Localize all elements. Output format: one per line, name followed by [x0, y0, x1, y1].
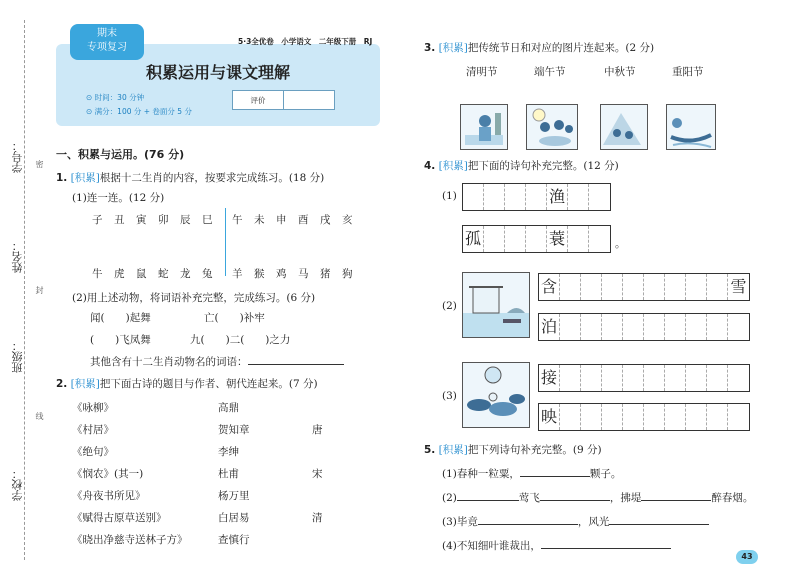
- poem-title: 《村居》: [72, 424, 114, 436]
- poem-author: 贺知章: [218, 424, 250, 436]
- q5-text-part: 莺飞: [518, 492, 540, 504]
- grid-char: 含: [539, 274, 560, 300]
- part-label: (3): [442, 390, 457, 402]
- poem-dynasty: 清: [312, 512, 323, 524]
- animal-char: 鼠: [136, 268, 147, 280]
- answer-blank[interactable]: [248, 354, 344, 365]
- poem-dynasty: 宋: [312, 468, 323, 480]
- writing-grid[interactable]: [462, 225, 611, 253]
- seal-char: 封: [35, 286, 44, 294]
- q4-stem: [424, 158, 619, 173]
- branch-char: 未: [254, 214, 265, 226]
- animal-char: 牛: [92, 268, 103, 280]
- name-label: 姓名：: [11, 240, 24, 273]
- school-label: 学校：: [11, 468, 24, 501]
- writing-grid[interactable]: [538, 364, 750, 392]
- time-info: ⊙ 时间：30 分钟: [86, 93, 145, 102]
- q5-num: 5.: [424, 444, 436, 456]
- period-mark: 。: [615, 238, 626, 250]
- branch-char: 酉: [298, 214, 309, 226]
- grid-char: 接: [539, 365, 560, 391]
- branch-char: 寅: [136, 214, 147, 226]
- animal-char: 兔: [202, 268, 213, 280]
- poem-title: 《悯农》(其一): [72, 468, 144, 480]
- poem-title: 《晓出净慈寺送林子方》: [72, 534, 188, 546]
- page-title: 积累运用与课文理解: [145, 63, 290, 82]
- answer-blank[interactable]: [540, 490, 610, 501]
- branch-char: 戌: [320, 214, 331, 226]
- poem-dynasty: 唐: [312, 424, 323, 436]
- festival-name: 端午节: [534, 66, 566, 78]
- q5-line: [442, 538, 671, 553]
- q3-num: 3.: [424, 42, 436, 54]
- q5-line: [442, 490, 753, 505]
- poem-author: 李绅: [218, 446, 239, 458]
- dragon-boat-picture: [666, 104, 716, 150]
- badge-line: 期末: [97, 28, 117, 39]
- page-number: 43: [736, 550, 758, 564]
- poem-picture-river: [462, 272, 530, 338]
- q5-text-part: ，拂堤: [609, 492, 642, 504]
- branch-char: 辰: [180, 214, 191, 226]
- writing-grid[interactable]: [538, 403, 750, 431]
- q1-part1: (1)连一连。(12 分): [72, 192, 165, 204]
- q5-text-part: (2): [442, 492, 457, 504]
- animal-char: 猪: [320, 268, 331, 280]
- q1-part2: (2)用上述动物，将词语补充完整，完成练习。(6 分): [72, 292, 316, 304]
- writing-grid[interactable]: [538, 313, 750, 341]
- q3-tag: [积累]: [438, 42, 468, 54]
- q5-text-part: ，风光: [577, 516, 610, 528]
- writing-grid[interactable]: [538, 273, 750, 301]
- q1-num: 1.: [56, 172, 68, 184]
- branch-char: 丑: [114, 214, 125, 226]
- answer-blank[interactable]: [478, 514, 578, 525]
- festival-name: 中秋节: [604, 66, 636, 78]
- eval-label: 评价: [233, 91, 284, 110]
- eval-cell[interactable]: [284, 91, 335, 110]
- animal-char: 羊: [232, 268, 243, 280]
- grid-char: 映: [539, 404, 560, 430]
- poem-author: 杜甫: [218, 468, 239, 480]
- student-id-label: 学号：: [11, 140, 24, 173]
- animal-char: 蛇: [158, 268, 169, 280]
- q4-num: 4.: [424, 160, 436, 172]
- q4-text: 把下面的诗句补充完整。(12 分): [467, 160, 619, 172]
- poem-picture-lotus: [462, 362, 530, 428]
- section-title: 一、积累与运用。(76 分): [56, 148, 185, 161]
- idiom-blank[interactable]: 九( )二( )之力: [190, 334, 291, 346]
- grid-char: 泊: [539, 314, 560, 340]
- q5-text-part: 醉春烟。: [711, 492, 754, 504]
- part-label: (1): [442, 190, 457, 202]
- q5-stem: [424, 442, 602, 457]
- answer-blank[interactable]: [520, 466, 590, 477]
- other-words-label: 其他含有十二生肖动物名的词语：: [90, 356, 248, 368]
- part-label: (2): [442, 300, 457, 312]
- poem-author: 查慎行: [218, 534, 250, 546]
- q5-text-part: (4)不知细叶谁裁出，: [442, 540, 541, 552]
- class-label: 班级：: [11, 340, 24, 373]
- branch-char: 亥: [342, 214, 353, 226]
- q5-line: [442, 466, 621, 481]
- poem-author: 高鼎: [218, 402, 239, 414]
- poem-title: 《舟夜书所见》: [72, 490, 146, 502]
- idiom-blank[interactable]: ( )飞凤舞: [90, 334, 151, 346]
- evaluation-table: [232, 90, 335, 110]
- branch-char: 子: [92, 214, 103, 226]
- review-badge: [70, 24, 144, 60]
- writing-grid[interactable]: [462, 183, 611, 211]
- animal-char: 龙: [180, 268, 191, 280]
- poem-title: 《赋得古原草送别》: [72, 512, 167, 524]
- answer-blank[interactable]: [609, 514, 709, 525]
- other-words-line: [90, 354, 344, 369]
- festival-name: 重阳节: [672, 66, 704, 78]
- poem-title: 《绝句》: [72, 446, 114, 458]
- festival-name: 清明节: [466, 66, 498, 78]
- q1-tag: [积累]: [70, 172, 100, 184]
- poem-title: 《咏柳》: [72, 402, 114, 414]
- branch-char: 午: [232, 214, 243, 226]
- branch-char: 巳: [202, 214, 213, 226]
- q5-line: [442, 514, 709, 529]
- idiom-blank[interactable]: 亡( )补牢: [204, 312, 265, 324]
- grid-char: 蓑: [547, 226, 568, 252]
- score-info: ⊙ 满分：100 分 + 卷面分 5 分: [86, 107, 192, 116]
- grid-char: 渔: [547, 184, 568, 210]
- branch-char: 申: [276, 214, 287, 226]
- series-label: 5·3全优卷 小学语文 二年级下册 RJ: [238, 37, 373, 46]
- mooncake-picture: [526, 104, 578, 150]
- animal-char: 猴: [254, 268, 265, 280]
- answer-blank[interactable]: [541, 538, 671, 549]
- idiom-blank[interactable]: 闻( )起舞: [90, 312, 151, 324]
- chongyang-picture: [600, 104, 648, 150]
- q5-text: 把下列诗句补充完整。(9 分): [467, 444, 602, 456]
- animal-char: 虎: [114, 268, 125, 280]
- q5-tag: [积累]: [438, 444, 468, 456]
- branch-char: 卯: [158, 214, 169, 226]
- q3-text: 把传统节日和对应的图片连起来。(2 分): [467, 42, 655, 54]
- seal-char: 密: [35, 160, 44, 168]
- grid-char: 孤: [463, 226, 484, 252]
- q2-stem: [56, 376, 318, 391]
- animal-char: 鸡: [276, 268, 287, 280]
- answer-blank[interactable]: [457, 490, 519, 501]
- q3-stem: [424, 40, 654, 55]
- q4-tag: [积累]: [438, 160, 468, 172]
- seal-char: 线: [35, 412, 44, 420]
- poem-author: 白居易: [218, 512, 250, 524]
- animal-char: 狗: [342, 268, 353, 280]
- q2-text: 把下面古诗的题目与作者、朝代连起来。(7 分): [99, 378, 318, 390]
- poem-author: 杨万里: [218, 490, 250, 502]
- q1-text: 根据十二生肖的内容，按要求完成练习。(18 分): [99, 172, 325, 184]
- q2-num: 2.: [56, 378, 68, 390]
- divider-line: [225, 208, 226, 276]
- qingming-picture: [460, 104, 508, 150]
- q1-stem: [56, 170, 324, 185]
- grid-char: 雪: [730, 277, 747, 296]
- q5-text-part: (1)春种一粒粟，: [442, 468, 520, 480]
- q5-text-part: (3)毕竟: [442, 516, 478, 528]
- badge-line: 专项复习: [87, 42, 127, 53]
- q2-tag: [积累]: [70, 378, 100, 390]
- animal-char: 马: [298, 268, 309, 280]
- answer-blank[interactable]: [641, 490, 711, 501]
- q5-text-part: 颗子。: [589, 468, 622, 480]
